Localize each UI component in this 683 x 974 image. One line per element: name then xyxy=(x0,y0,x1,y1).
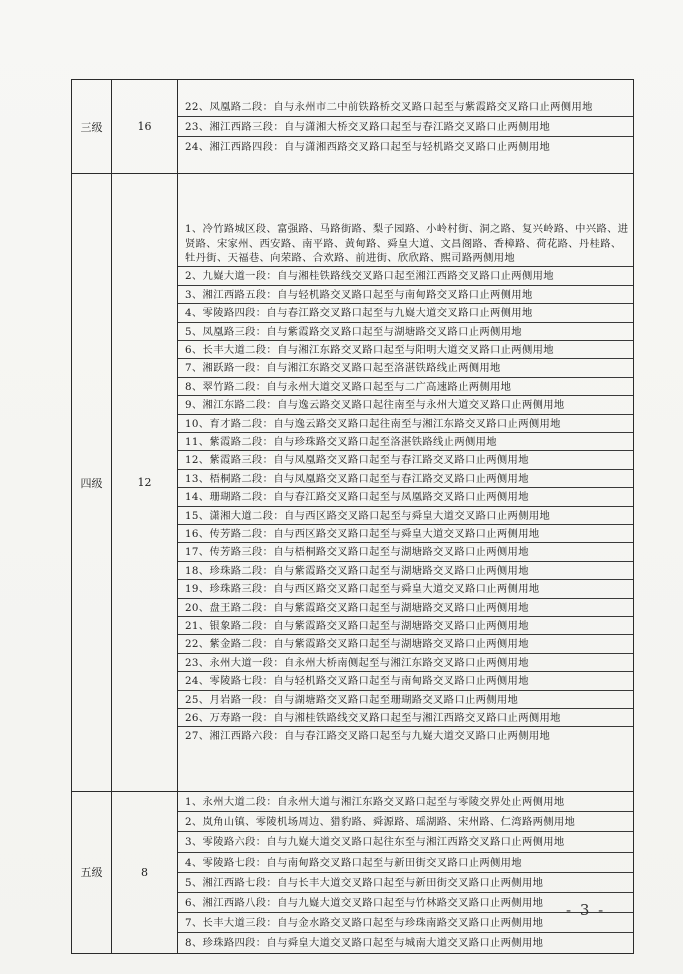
road-section-item: 3、湘江西路五段：自与轻机路交叉路口起至与南甸路交叉路口止两侧用地 xyxy=(178,286,633,304)
road-list-cell xyxy=(178,792,634,954)
grade-cell: 三级 xyxy=(72,80,112,174)
road-section-item: 15、潇湘大道二段：自与西区路交叉路口起至与舜皇大道交叉路口止两侧用地 xyxy=(178,507,633,525)
road-section-item: 23、永州大道一段：自永州大桥南侧起至与湘江东路交叉路口止两侧用地 xyxy=(178,654,633,672)
road-section-item: 6、湘江西路八段：自与九嶷大道交叉路口起至与竹林路交叉路口止两侧用地 xyxy=(178,893,633,913)
road-section-item: 5、湘江西路七段：自与长丰大道交叉路口起至与新田街交叉路口止两侧用地 xyxy=(178,873,633,893)
road-count-cell: 16 xyxy=(112,80,178,174)
grade-row xyxy=(72,174,634,792)
road-section-item: 7、湘跃路一段：自与湘江东路交叉路口起至洛湛铁路线止两侧用地 xyxy=(178,359,633,377)
road-section-item: 23、湘江西路三段：自与潇湘大桥交叉路口起至与春江路交叉路口止两侧用地 xyxy=(178,117,633,137)
table-body xyxy=(72,80,634,954)
road-section-item: 14、珊瑚路二段：自与春江路交叉路口起至与凤凰路交叉路口止两侧用地 xyxy=(178,488,633,506)
road-section-item: 17、传芳路三段：自与梧桐路交叉路口起至与湖塘路交叉路口止两侧用地 xyxy=(178,543,633,561)
grade-cell: 四级 xyxy=(72,174,112,792)
road-section-item: 3、零陵路六段：自与九嶷大道交叉路口起往东至与湘江西路交叉路口止两侧用地 xyxy=(178,832,633,852)
page-number: - 3 - xyxy=(566,901,606,919)
road-count-cell: 8 xyxy=(112,792,178,954)
road-section-item: 18、珍珠路二段：自与紫霞路交叉路口起至与湖塘路交叉路口止两侧用地 xyxy=(178,562,633,580)
road-section-item: 6、长丰大道二段：自与湘江东路交叉路口起至与阳明大道交叉路口止两侧用地 xyxy=(178,341,633,359)
road-section-item: 8、珍珠路四段：自与舜皇大道交叉路口起至与城南大道交叉路口止两侧用地 xyxy=(185,937,544,950)
road-section-item: 1、永州大道二段：自永州大道与湘江东路交叉路口起至与零陵交界处止两侧用地 xyxy=(178,792,633,812)
road-list-cell xyxy=(178,174,634,792)
road-section-item: 11、紫霞路二段：自与珍珠路交叉路口起至洛湛铁路线止两侧用地 xyxy=(178,433,633,451)
road-section-item: 10、育才路二段：自与逸云路交叉路口起往南至与湘江东路交叉路口止两侧用地 xyxy=(178,415,633,433)
road-section-item: 5、凤凰路三段：自与紫霞路交叉路口起至与湖塘路交叉路口止两侧用地 xyxy=(178,323,633,341)
road-section-item: 4、零陵路七段：自与南甸路交叉路口起至与新田街交叉路口止两侧用地 xyxy=(178,853,633,873)
road-section-item: 25、月岩路一段：自与湖塘路交叉路口起至珊瑚路交叉路口止两侧用地 xyxy=(178,691,633,709)
road-section-item: 13、梧桐路二段：自与凤凰路交叉路口起至与春江路交叉路口止两侧用地 xyxy=(178,470,633,488)
road-section-item: 26、万寿路一段：自与湘桂铁路线交叉路口起至与湘江西路交叉路口止两侧用地 xyxy=(178,709,633,727)
land-grade-table xyxy=(71,79,634,954)
road-list-cell xyxy=(178,80,634,174)
grade-cell: 五级 xyxy=(72,792,112,954)
road-section-item: 21、银象路二段：自与紫霞路交叉路口起至与湖塘路交叉路口止两侧用地 xyxy=(178,617,633,635)
road-section-item: 9、湘江东路二段：自与逸云路交叉路口起往南至与永州大道交叉路口止两侧用地 xyxy=(178,396,633,414)
road-section-item: 2、九嶷大道一段：自与湘桂铁路线交叉路口起至湘江西路交叉路口止两侧用地 xyxy=(178,267,633,285)
road-section-item: 12、紫霞路三段：自与凤凰路交叉路口起至与春江路交叉路口止两侧用地 xyxy=(178,451,633,469)
road-section-item: 2、岚角山镇、零陵机场周边、猎豹路、舜源路、瑶湖路、宋州路、仁湾路两侧用地 xyxy=(178,812,633,832)
road-section-item: 4、零陵路四段：自与春江路交叉路口起至与九嶷大道交叉路口止两侧用地 xyxy=(178,304,633,322)
road-section-item: 8、翠竹路二段：自与永州大道交叉路口起至与二广高速路止两侧用地 xyxy=(178,378,633,396)
road-section-item: 19、珍珠路三段：自与西区路交叉路口起至与舜皇大道交叉路口止两侧用地 xyxy=(178,580,633,598)
road-section-item: 1、冷竹路城区段、富强路、马路街路、梨子园路、小岭村街、洞之路、复兴岭路、中兴路、进贤路、宋家州、西安路、南平路、黄甸路、舜皇大道、文昌阁路、香樟路、荷花路、丹桂路、牡丹街、天福巷、向荣路、合欢路、前进街、欣欣路、熙司路两侧用地 xyxy=(178,220,633,267)
road-count-cell: 12 xyxy=(112,174,178,792)
road-section-item: 22、紫金路二段：自与紫霞路交叉路口起至与湖塘路交叉路口止两侧用地 xyxy=(178,635,633,653)
road-section-item: 24、零陵路七段：自与轻机路交叉路口起至与南甸路交叉路口止两侧用地 xyxy=(178,672,633,690)
road-section-item: 27、湘江西路六段：自与春江路交叉路口起至与九嶷大道交叉路口止两侧用地 xyxy=(185,730,551,743)
road-section-item: 7、长丰大道三段：自与金水路交叉路口起至与珍珠南路交叉路口止两侧用地 xyxy=(178,913,633,933)
road-section-item: 24、湘江西路四段：自与潇湘西路交叉路口起至与轻机路交叉路口止两侧用地 xyxy=(185,141,551,154)
road-section-item: 16、传芳路二段：自与西区路交叉路口起至与舜皇大道交叉路口止两侧用地 xyxy=(178,525,633,543)
road-section-item: 20、盘王路二段：自与紫霞路交叉路口起至与湖塘路交叉路口止两侧用地 xyxy=(178,599,633,617)
grade-row xyxy=(72,792,634,954)
road-section-item: 22、凤凰路二段：自与永州市二中前铁路桥交叉路口起至与紫霞路交叉路口止两侧用地 xyxy=(178,97,633,117)
grade-row xyxy=(72,80,634,174)
